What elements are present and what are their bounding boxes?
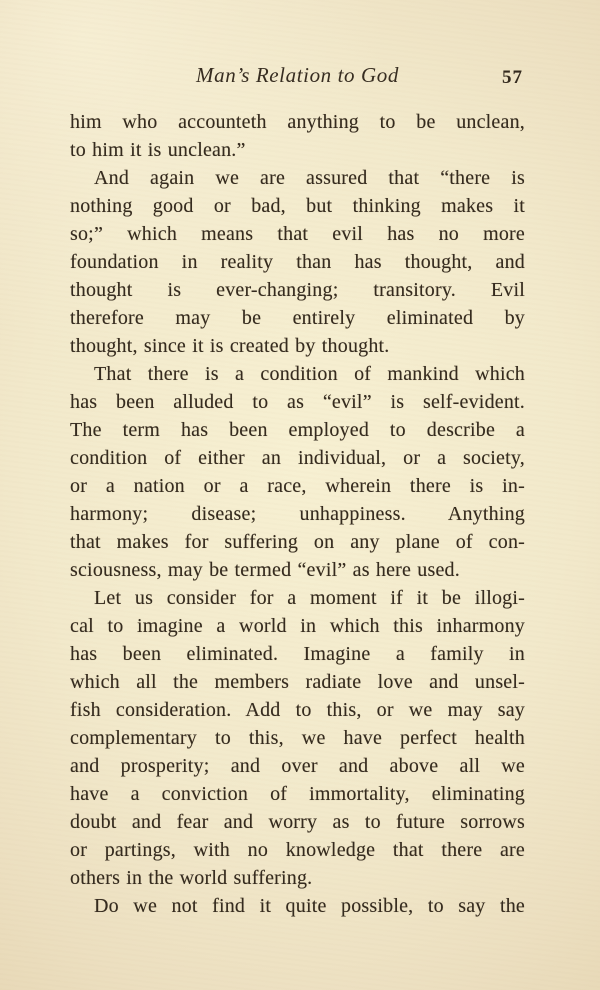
text-line: have a conviction of immortality, eliminating <box>70 783 525 805</box>
text-line: has been eliminated. Imagine a family in <box>70 643 525 665</box>
text-line: therefore may be entirely eliminated by <box>70 307 525 329</box>
text-line: thought, since it is created by thought. <box>70 335 390 357</box>
text-line: fish consideration. Add to this, or we may say <box>70 699 525 721</box>
text-line: nothing good or bad, but thinking makes it <box>70 195 525 217</box>
text-line: has been alluded to as “evil” is self-evident. <box>70 391 525 413</box>
text-line: complementary to this, we have perfect health <box>70 727 525 749</box>
text-line: That there is a condition of mankind which <box>94 363 525 385</box>
page-number: 57 <box>502 67 523 88</box>
text-line: harmony; disease; unhappiness. Anything <box>70 503 525 525</box>
text-line: him who accounteth anything to be unclean, <box>70 111 525 133</box>
page-header <box>70 62 525 92</box>
paragraph <box>70 108 525 164</box>
text-block <box>70 108 525 920</box>
text-line: And again we are assured that “there is <box>94 167 525 189</box>
text-line: cal to imagine a world in which this inharmony <box>70 615 525 637</box>
text-line: or partings, with no knowledge that there are <box>70 839 525 861</box>
text-line: that makes for suffering on any plane of con- <box>70 531 525 553</box>
text-line: foundation in reality than has thought, and <box>70 251 525 273</box>
text-line: The term has been employed to describe a <box>70 419 525 441</box>
text-line: to him it is unclean.” <box>70 139 246 161</box>
paragraph <box>70 360 525 584</box>
paragraph <box>70 892 525 920</box>
text-line: so;” which means that evil has no more <box>70 223 525 245</box>
text-line: doubt and fear and worry as to future sorrows <box>70 811 525 833</box>
text-line: sciousness, may be termed “evil” as here used. <box>70 559 460 581</box>
text-line: Do we not find it quite possible, to say the <box>94 895 525 917</box>
text-line: condition of either an individual, or a society, <box>70 447 525 469</box>
paragraph <box>70 584 525 892</box>
text-line: thought is ever-changing; transitory. Evil <box>70 279 525 301</box>
text-line: Let us consider for a moment if it be illogi- <box>94 587 525 609</box>
text-line: and prosperity; and over and above all we <box>70 755 525 777</box>
running-title: Man’s Relation to God <box>196 63 399 87</box>
text-line: others in the world suffering. <box>70 867 313 889</box>
paragraph <box>70 164 525 360</box>
text-line: or a nation or a race, wherein there is in- <box>70 475 525 497</box>
text-line: which all the members radiate love and unsel- <box>70 671 525 693</box>
